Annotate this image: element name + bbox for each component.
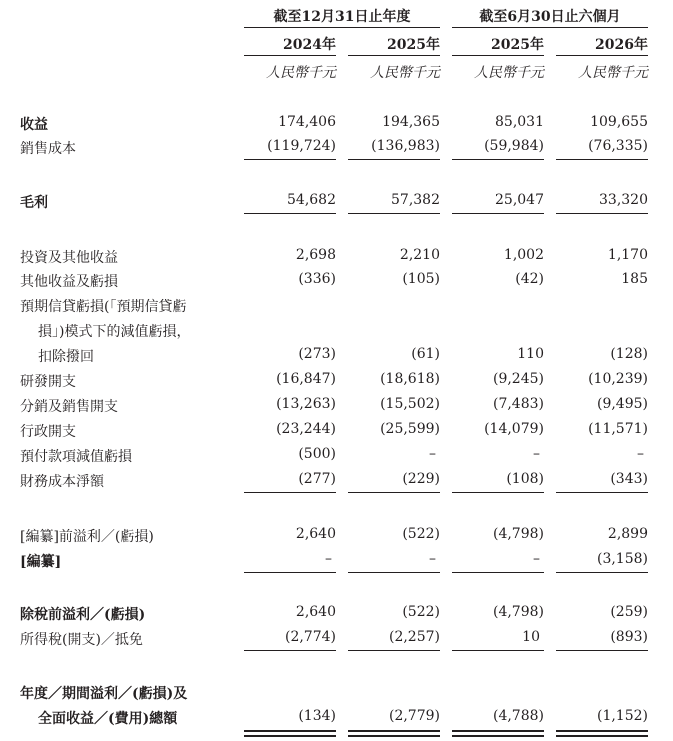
- row-label-gross-profit: 毛利: [20, 195, 48, 211]
- row-label-ecl-line-3: 扣除撥回: [38, 349, 94, 365]
- cell-other-gains-2: (105): [402, 271, 440, 287]
- cell-finance-cost-2: (229): [402, 471, 440, 487]
- cell-gross-profit-2: 57,382: [391, 192, 440, 208]
- cell-cost-of-sales-3: (59,984): [484, 138, 544, 154]
- rule-finance-cost-1: [244, 492, 336, 493]
- double-rule-bottom-3: [452, 735, 544, 737]
- cell-admin-2: (25,599): [380, 421, 440, 437]
- row-label-finance-cost: 財務成本淨額: [20, 474, 104, 490]
- unit-header-4: 人民幣千元: [578, 65, 648, 81]
- cell-profit-before-tax-4: (259): [610, 604, 648, 620]
- cell-investment-income-1: 2,698: [295, 247, 336, 263]
- year-header-4: 2026年: [595, 37, 648, 53]
- cell-distribution-1: (13,263): [276, 396, 336, 412]
- cell-admin-1: (23,244): [276, 421, 336, 437]
- cell-revenue-2: 194,365: [382, 114, 440, 130]
- cell-profit-before-listing-4: 2,899: [607, 526, 648, 542]
- cell-admin-3: (14,079): [484, 421, 544, 437]
- cell-revenue-3: 85,031: [495, 114, 544, 130]
- group-header-six-months: 截至6月30日止六個月: [479, 9, 621, 25]
- rule-cost-of-sales-3: [452, 159, 544, 160]
- cell-gross-profit-1: 54,682: [287, 192, 336, 208]
- year-header-1: 2024年: [283, 37, 336, 53]
- cell-distribution-2: (15,502): [380, 396, 440, 412]
- double-rule-bottom-1: [244, 735, 336, 737]
- cell-investment-income-4: 1,170: [607, 247, 648, 263]
- cell-distribution-3: (7,483): [492, 396, 544, 412]
- cell-ecl-2: (61): [411, 346, 440, 362]
- cell-gross-profit-4: 33,320: [599, 192, 648, 208]
- group-rule-six-months: [452, 27, 648, 28]
- cell-redacted-2: –: [429, 551, 436, 567]
- cell-rnd-1: (16,847): [276, 371, 336, 387]
- row-label-rnd: 研發開支: [20, 374, 76, 390]
- cell-cost-of-sales-4: (76,335): [588, 138, 648, 154]
- double-rule-top-1: [244, 730, 336, 732]
- rule-income-tax-4: [556, 650, 648, 651]
- double-rule-bottom-2: [348, 735, 440, 737]
- cell-gross-profit-3: 25,047: [495, 192, 544, 208]
- cell-total-2: (2,779): [388, 708, 440, 724]
- row-label-admin: 行政開支: [20, 424, 76, 440]
- cell-income-tax-2: (2,257): [388, 629, 440, 645]
- unit-header-2: 人民幣千元: [370, 65, 440, 81]
- rule-income-tax-1: [244, 650, 336, 651]
- cell-redacted-3: –: [533, 551, 540, 567]
- cell-distribution-4: (9,495): [596, 396, 648, 412]
- rule-redacted-1: [244, 572, 336, 573]
- cell-profit-before-listing-2: (522): [402, 526, 440, 542]
- double-rule-top-2: [348, 730, 440, 732]
- double-rule-top-3: [452, 730, 544, 732]
- group-rule-full-year: [244, 27, 440, 28]
- cell-prepayment-impairment-3: –: [533, 446, 540, 462]
- row-label-total-line-1: 年度／期間溢利／(虧損)及: [20, 686, 188, 702]
- row-label-investment-income: 投資及其他收益: [20, 250, 118, 266]
- row-label-cost-of-sales: 銷售成本: [20, 141, 76, 157]
- cell-other-gains-4: 185: [621, 271, 648, 287]
- cell-prepayment-impairment-1: (500): [298, 446, 336, 462]
- rule-finance-cost-3: [452, 492, 544, 493]
- rule-income-tax-2: [348, 650, 440, 651]
- row-label-profit-before-listing: [編纂]前溢利／(虧損): [20, 529, 154, 545]
- cell-total-3: (4,788): [492, 708, 544, 724]
- rule-finance-cost-2: [348, 492, 440, 493]
- rule-income-tax-3: [452, 650, 544, 651]
- rule-gross-profit-4: [556, 213, 648, 214]
- cell-total-4: (1,152): [596, 708, 648, 724]
- cell-finance-cost-1: (277): [298, 471, 336, 487]
- rule-gross-profit-3: [452, 213, 544, 214]
- year-rule-4: [556, 55, 648, 56]
- cell-other-gains-3: (42): [515, 271, 544, 287]
- cell-cost-of-sales-1: (119,724): [267, 138, 336, 154]
- cell-ecl-3: 110: [517, 346, 544, 362]
- rule-redacted-3: [452, 572, 544, 573]
- group-header-full-year: 截至12月31日止年度: [273, 9, 411, 25]
- row-label-revenue: 收益: [20, 117, 48, 133]
- unit-header-1: 人民幣千元: [266, 65, 336, 81]
- rule-redacted-2: [348, 572, 440, 573]
- row-label-income-tax: 所得稅(開支)／抵免: [20, 632, 143, 648]
- cell-redacted-4: (3,158): [596, 551, 648, 567]
- cell-prepayment-impairment-4: –: [637, 446, 644, 462]
- cell-revenue-1: 174,406: [278, 114, 336, 130]
- row-label-profit-before-tax: 除稅前溢利／(虧損): [20, 607, 146, 623]
- cell-income-tax-4: (893): [610, 629, 648, 645]
- cell-income-tax-1: (2,774): [284, 629, 336, 645]
- cell-rnd-4: (10,239): [588, 371, 648, 387]
- cell-profit-before-tax-3: (4,798): [492, 604, 544, 620]
- cell-profit-before-listing-1: 2,640: [295, 526, 336, 542]
- rule-cost-of-sales-1: [244, 159, 336, 160]
- rule-gross-profit-1: [244, 213, 336, 214]
- rule-redacted-4: [556, 572, 648, 573]
- cell-prepayment-impairment-2: –: [429, 446, 436, 462]
- cell-ecl-1: (273): [298, 346, 336, 362]
- cell-finance-cost-4: (343): [610, 471, 648, 487]
- cell-ecl-4: (128): [610, 346, 648, 362]
- cell-profit-before-tax-2: (522): [402, 604, 440, 620]
- double-rule-top-4: [556, 730, 648, 732]
- unit-header-3: 人民幣千元: [474, 65, 544, 81]
- row-label-distribution: 分銷及銷售開支: [20, 399, 118, 415]
- year-rule-1: [244, 55, 336, 56]
- cell-profit-before-listing-3: (4,798): [492, 526, 544, 542]
- cell-cost-of-sales-2: (136,983): [371, 138, 440, 154]
- cell-rnd-3: (9,245): [492, 371, 544, 387]
- year-header-3: 2025年: [491, 37, 544, 53]
- rule-finance-cost-4: [556, 492, 648, 493]
- row-label-total-line-2: 全面收益／(費用)總額: [38, 711, 178, 727]
- cell-investment-income-2: 2,210: [399, 247, 440, 263]
- cell-income-tax-3: 10: [522, 629, 540, 645]
- year-header-2: 2025年: [387, 37, 440, 53]
- cell-revenue-4: 109,655: [590, 114, 648, 130]
- cell-finance-cost-3: (108): [506, 471, 544, 487]
- row-label-ecl-line-2: 損」)模式下的減值虧損，: [38, 324, 191, 340]
- cell-other-gains-1: (336): [298, 271, 336, 287]
- row-label-redacted: [編纂]: [20, 554, 62, 570]
- double-rule-bottom-4: [556, 735, 648, 737]
- rule-cost-of-sales-2: [348, 159, 440, 160]
- row-label-prepayment-impairment: 預付款項減值虧損: [20, 449, 132, 465]
- row-label-ecl-line-1: 預期信貸虧損(「預期信貸虧: [20, 299, 187, 315]
- cell-admin-4: (11,571): [588, 421, 648, 437]
- rule-cost-of-sales-4: [556, 159, 648, 160]
- year-rule-3: [452, 55, 544, 56]
- cell-investment-income-3: 1,002: [503, 247, 544, 263]
- year-rule-2: [348, 55, 440, 56]
- rule-gross-profit-2: [348, 213, 440, 214]
- cell-redacted-1: –: [325, 551, 332, 567]
- row-label-other-gains: 其他收益及虧損: [20, 274, 118, 290]
- cell-rnd-2: (18,618): [380, 371, 440, 387]
- cell-total-1: (134): [298, 708, 336, 724]
- cell-profit-before-tax-1: 2,640: [295, 604, 336, 620]
